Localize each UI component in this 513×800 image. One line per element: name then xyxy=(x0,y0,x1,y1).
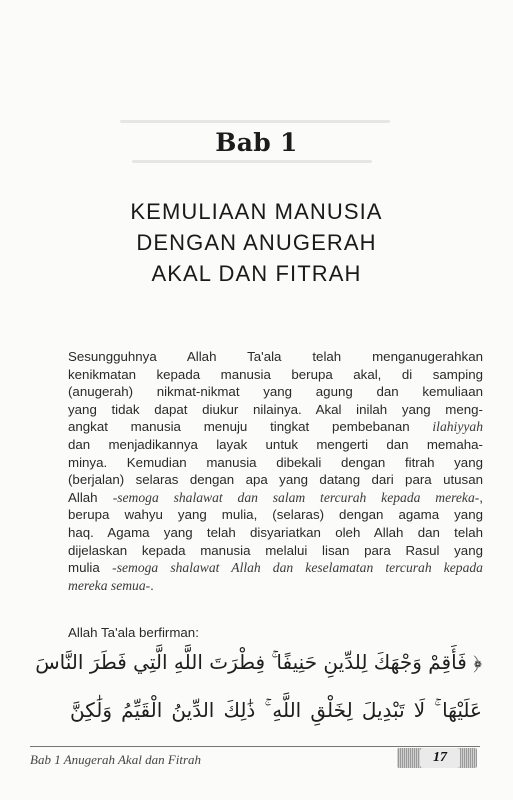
bleed-through xyxy=(120,120,390,123)
text-segment: mulia xyxy=(68,560,113,576)
text-segment: angkat manusia menuju tingkat pembebanan xyxy=(68,419,433,435)
chapter-label: Bab 1 xyxy=(215,128,298,157)
text-line: (anugerah) nikmat-nikmat yang agung dan kemuliaan xyxy=(68,384,483,400)
text-line: berupa wahyu yang mulia, (selaras) dengan agama yang xyxy=(68,507,483,523)
footer-divider xyxy=(30,746,480,747)
text-line: dijelaskan kepada manusia melalui lisan para Rasul yang xyxy=(68,542,483,558)
bleed-through xyxy=(132,160,372,163)
arabic-verse-line: عَلَيْهَا ۚ لَا تَبْدِيلَ لِخَلْقِ اللَّهِ ۚ ذَٰلِكَ الدِّينُ الْقَيِّمُ وَلَٰكِنَّ xyxy=(70,698,482,722)
page-number: 17 xyxy=(420,748,460,768)
text-segment: , xyxy=(479,489,483,505)
arabic-verse-line: ﴿ فَأَقِمْ وَجْهَكَ لِلدِّينِ حَنِيفًا ۚ فِطْرَتَ اللَّهِ الَّتِي فَطَرَ النَّاسَ xyxy=(35,650,482,674)
body-paragraph xyxy=(68,348,483,594)
title-line: AKAL DAN FITRAH xyxy=(151,261,362,286)
italic-salutation: -semoga shalawat dan salam tercurah kepada mereka- xyxy=(112,489,480,505)
text-line xyxy=(68,418,483,436)
text-segment: Allah xyxy=(68,489,113,505)
text-line xyxy=(68,577,483,595)
title-line: DENGAN ANUGERAH xyxy=(136,230,377,255)
text-line: minya. Kemudian manusia dibekali dengan fitrah yang xyxy=(68,454,483,470)
text-segment: . xyxy=(150,577,154,593)
text-line: (berjalan) selaras dengan apa yang datang dari para utusan xyxy=(68,472,483,488)
text-line: kenikmatan kepada manusia berupa akal, di samping xyxy=(68,366,483,382)
chapter-title xyxy=(40,196,473,289)
text-line: dan menjadikannya layak untuk mengerti dan memaha- xyxy=(68,436,483,452)
quote-intro: Allah Ta'ala berfirman: xyxy=(68,625,199,640)
text-line: yang tidak dapat diukur nilainya. Akal inilah yang meng- xyxy=(68,401,483,417)
italic-salutation: mereka semua- xyxy=(68,577,151,593)
text-line: haq. Agama yang telah disyariatkan oleh Allah dan telah xyxy=(68,524,483,540)
italic-term: ilahiyyah xyxy=(432,419,483,435)
running-head: Bab 1 Anugerah Akal dan Fitrah xyxy=(30,752,202,767)
text-line xyxy=(68,559,483,577)
title-line: KEMULIAAN MANUSIA xyxy=(130,199,383,224)
italic-salutation: -semoga shalawat Allah dan keselamatan tercurah kepada xyxy=(112,560,483,576)
text-line xyxy=(68,489,483,507)
text-line: Sesungguhnya Allah Ta'ala telah menganugerahkan xyxy=(68,349,483,364)
